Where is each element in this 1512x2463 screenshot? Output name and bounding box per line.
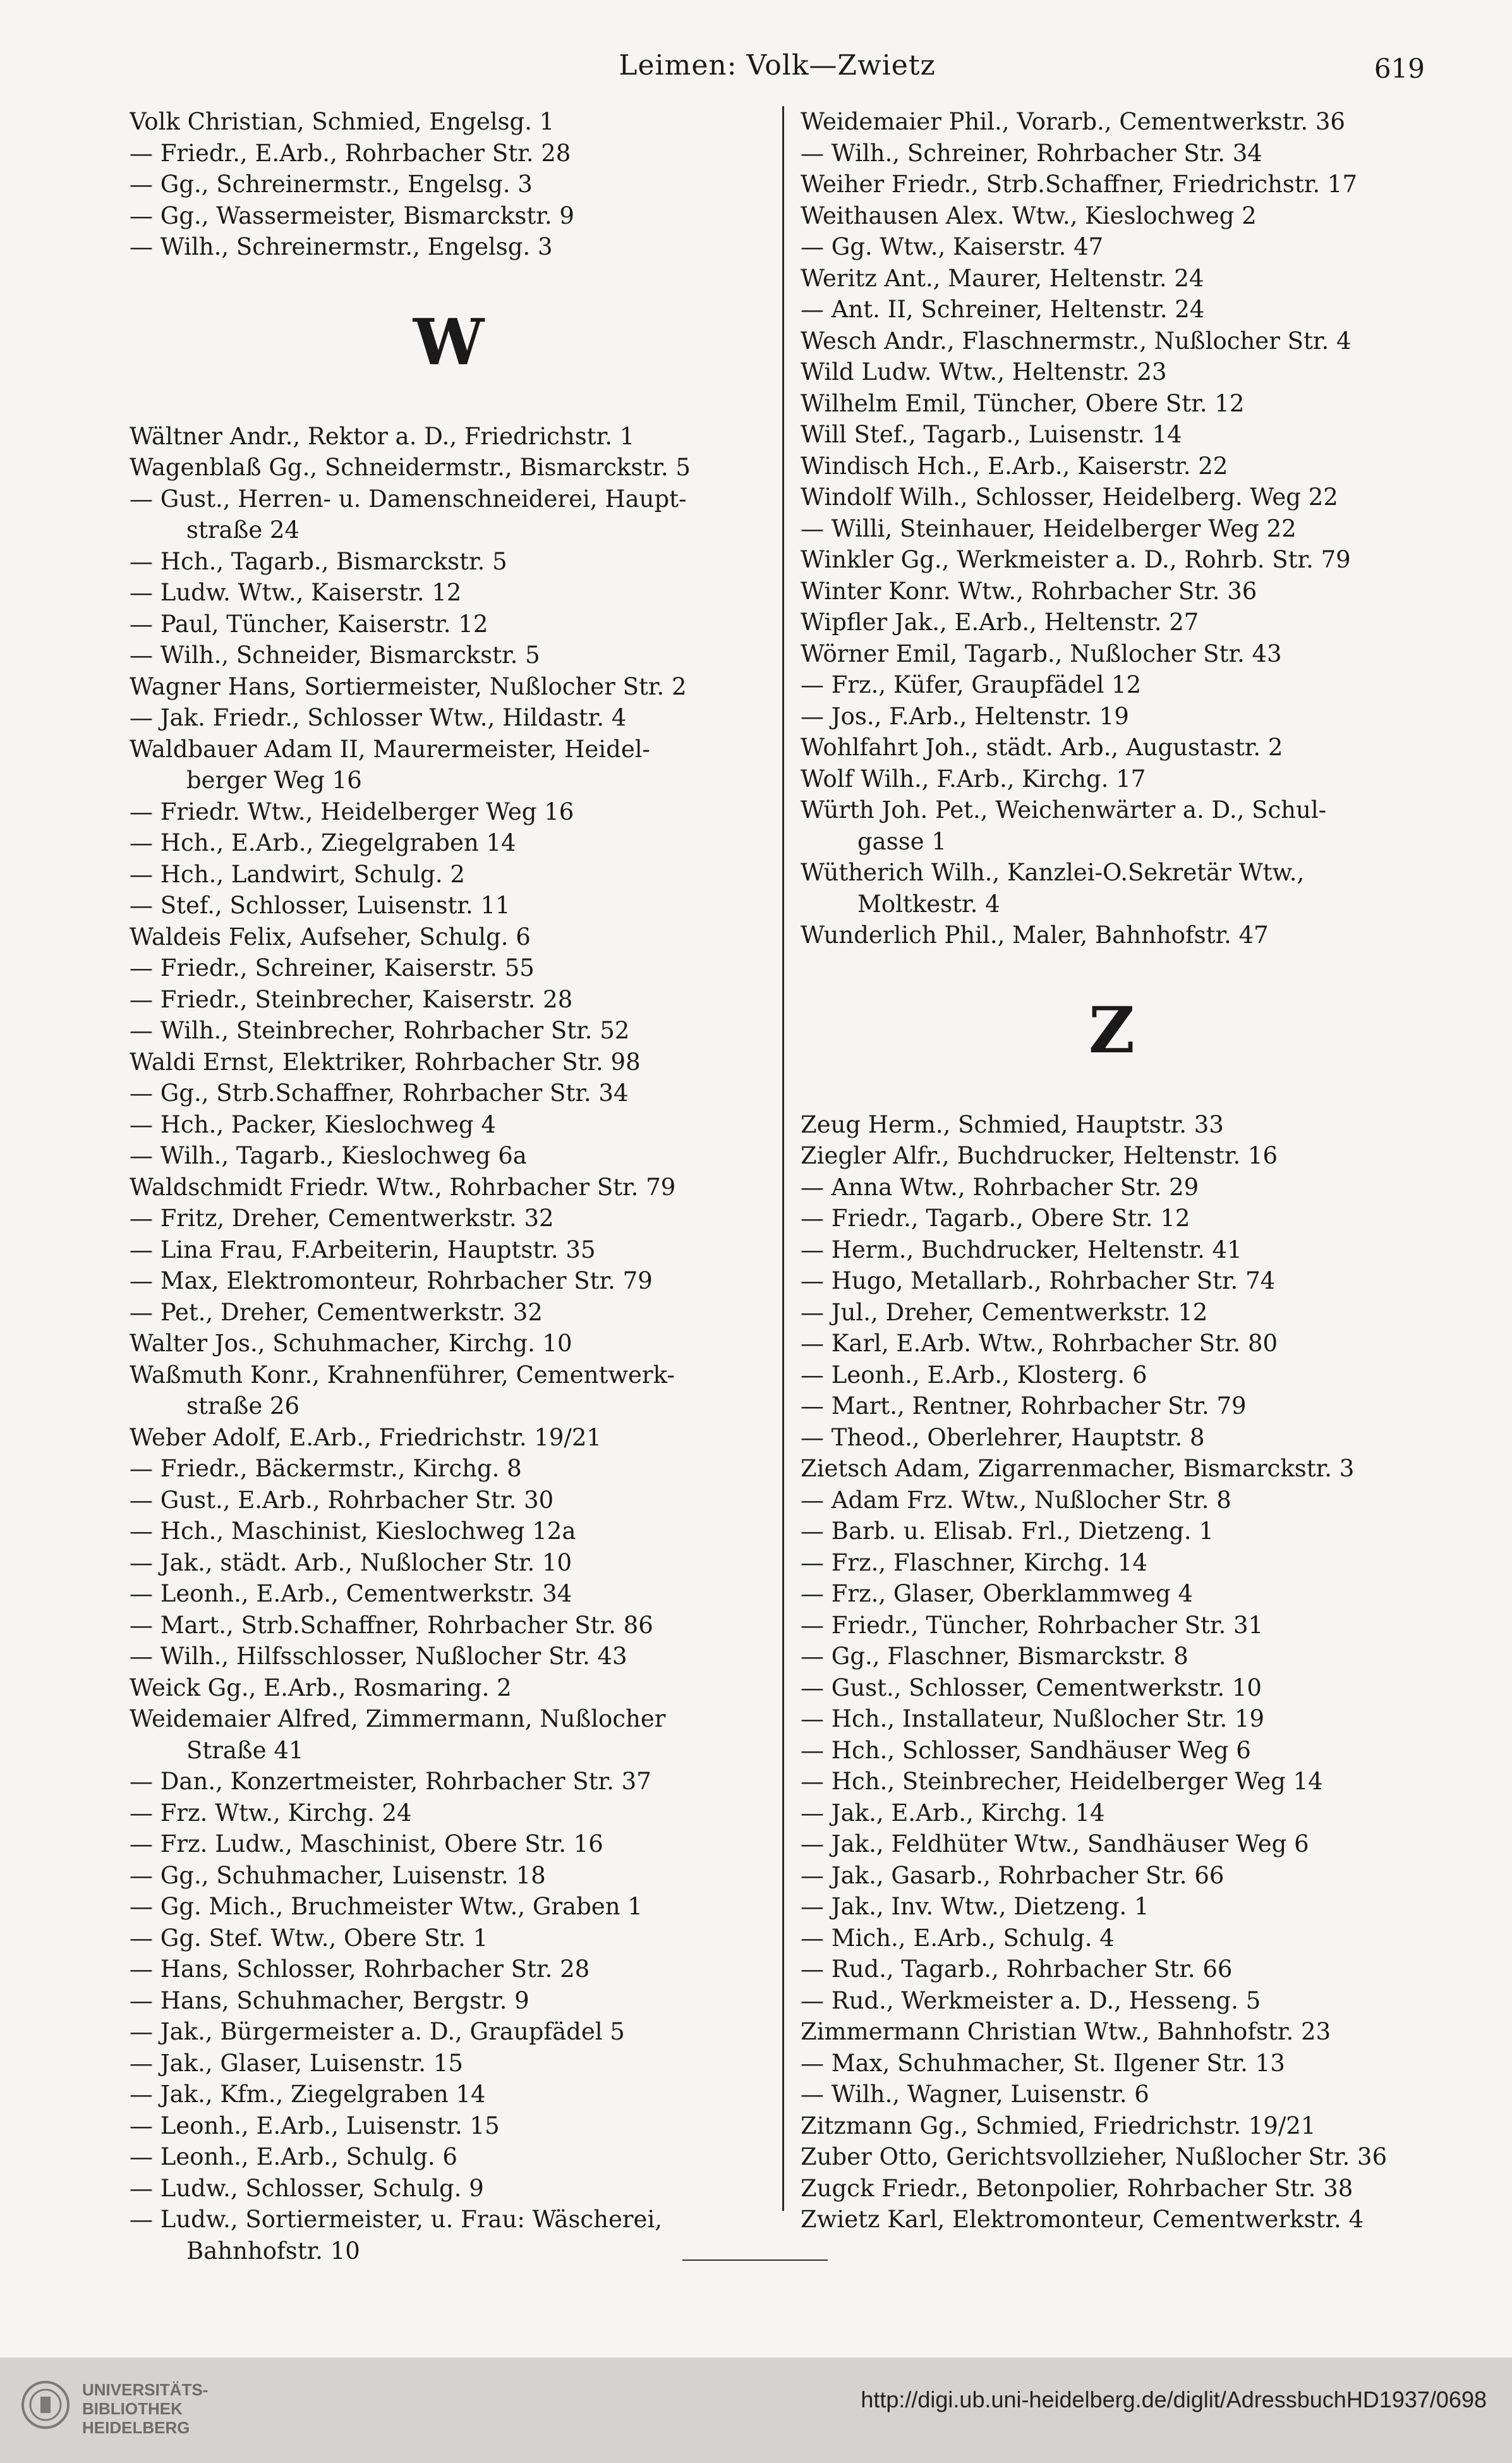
- source-url-link[interactable]: http://digi.ub.uni-heidelberg.de/diglit/AdressbuchHD1937/0698: [861, 2387, 1487, 2412]
- directory-entry: — Friedr., Tüncher, Rohrbacher Str. 31: [801, 1611, 1264, 1639]
- entry-continuation: berger Weg 16: [186, 767, 362, 794]
- entry-continuation: straße 26: [186, 1392, 300, 1420]
- running-title: Leimen: Volk—Zwietz: [619, 49, 936, 82]
- directory-entry: Zuber Otto, Gerichtsvollzieher, Nußlocher Str. 36: [801, 2143, 1388, 2170]
- directory-entry: — Leonh., E.Arb., Schulg. 6: [130, 2143, 457, 2170]
- directory-entry: Wütherich Wilh., Kanzlei-O.Sekretär Wtw.,: [801, 859, 1305, 886]
- directory-entry: — Rud., Tagarb., Rohrbacher Str. 66: [801, 1955, 1233, 1983]
- directory-entry: — Friedr., Bäckermstr., Kirchg. 8: [130, 1455, 522, 1482]
- directory-entry: Walter Jos., Schuhmacher, Kirchg. 10: [130, 1330, 572, 1357]
- directory-entry: — Leonh., E.Arb., Cementwerkstr. 34: [130, 1580, 572, 1607]
- directory-entry: Wältner Andr., Rektor a. D., Friedrichstr. 1: [130, 422, 635, 450]
- directory-entry: — Karl, E.Arb. Wtw., Rohrbacher Str. 80: [801, 1330, 1278, 1357]
- directory-entry: — Gg. Wtw., Kaiserstr. 47: [801, 233, 1104, 260]
- directory-entry: Weritz Ant., Maurer, Heltenstr. 24: [801, 264, 1204, 292]
- directory-entry: — Rud., Werkmeister a. D., Hesseng. 5: [801, 1986, 1261, 2014]
- directory-entry: — Jak., Glaser, Luisenstr. 15: [130, 2049, 463, 2077]
- left-column: [130, 106, 768, 2266]
- directory-entry: Zitzmann Gg., Schmied, Friedrichstr. 19/21: [801, 2112, 1316, 2139]
- directory-entry: Windolf Wilh., Schlosser, Heidelberg. Weg 22: [801, 483, 1338, 511]
- directory-entry: Winter Konr. Wtw., Rohrbacher Str. 36: [801, 577, 1257, 605]
- directory-entry: — Ludw. Wtw., Kaiserstr. 12: [130, 579, 462, 606]
- directory-entry: Windisch Hch., E.Arb., Kaiserstr. 22: [801, 452, 1228, 480]
- library-line-2: BIBLIOTHEK: [82, 2399, 183, 2418]
- directory-entry: — Hch., Tagarb., Bismarckstr. 5: [130, 547, 507, 575]
- directory-entry: Weiher Friedr., Strb.Schaffner, Friedrichstr. 17: [801, 171, 1357, 198]
- directory-entry: Wagenblaß Gg., Schneidermstr., Bismarckstr. 5: [130, 454, 691, 481]
- directory-entry: — Wilh., Wagner, Luisenstr. 6: [801, 2081, 1149, 2108]
- directory-entry: Wipfler Jak., E.Arb., Heltenstr. 27: [801, 609, 1199, 636]
- entry-continuation: gasse 1: [857, 827, 947, 855]
- directory-entry: — Hch., E.Arb., Ziegelgraben 14: [130, 829, 516, 856]
- directory-entry: — Gg., Schreinermstr., Engelsg. 3: [130, 171, 533, 198]
- directory-entry: — Jak., städt. Arb., Nußlocher Str. 10: [130, 1548, 572, 1576]
- directory-entry: — Theod., Oberlehrer, Hauptstr. 8: [801, 1423, 1205, 1451]
- directory-entry: — Jak., Feldhüter Wtw., Sandhäuser Weg 6: [801, 1830, 1309, 1858]
- right-column: [801, 106, 1423, 2235]
- directory-entry: Waldeis Felix, Aufseher, Schulg. 6: [130, 923, 531, 951]
- directory-entry: Weber Adolf, E.Arb., Friedrichstr. 19/21: [130, 1423, 602, 1451]
- directory-entry: Zugck Friedr., Betonpolier, Rohrbacher Str. 38: [801, 2174, 1353, 2202]
- page-number: 619: [1374, 53, 1425, 84]
- directory-entry: Weidemaier Alfred, Zimmermann, Nußlocher: [130, 1705, 666, 1732]
- directory-entry: — Friedr. Wtw., Heidelberger Weg 16: [130, 798, 574, 825]
- directory-entry: Wagner Hans, Sortiermeister, Nußlocher Str. 2: [130, 672, 687, 700]
- directory-entry: — Ant. II, Schreiner, Heltenstr. 24: [801, 296, 1205, 323]
- directory-entry: — Mart., Rentner, Rohrbacher Str. 79: [801, 1392, 1247, 1420]
- directory-entry: — Hans, Schuhmacher, Bergstr. 9: [130, 1986, 529, 2014]
- entry-continuation: Bahnhofstr. 10: [186, 2237, 360, 2265]
- directory-entry: — Herm., Buchdrucker, Heltenstr. 41: [801, 1236, 1242, 1263]
- directory-entry: — Hans, Schlosser, Rohrbacher Str. 28: [130, 1955, 590, 1983]
- directory-entry: — Mich., E.Arb., Schulg. 4: [801, 1924, 1115, 1952]
- directory-entry: Zeug Herm., Schmied, Hauptstr. 33: [801, 1110, 1224, 1138]
- directory-entry: — Hch., Installateur, Nußlocher Str. 19: [801, 1705, 1265, 1732]
- directory-entry: — Barb. u. Elisab. Frl., Dietzeng. 1: [801, 1517, 1214, 1545]
- directory-entry: — Frz., Küfer, Graupfädel 12: [801, 671, 1142, 698]
- directory-entry: — Mart., Strb.Schaffner, Rohrbacher Str. 86: [130, 1611, 653, 1639]
- directory-entry: Wohlfahrt Joh., städt. Arb., Augustastr. 2: [801, 734, 1283, 761]
- directory-entry: Weidemaier Phil., Vorarb., Cementwerkstr. 36: [801, 108, 1345, 135]
- directory-entry: — Frz., Flaschner, Kirchg. 14: [801, 1548, 1147, 1576]
- directory-entry: — Friedr., Schreiner, Kaiserstr. 55: [130, 954, 535, 982]
- end-rule: [682, 2259, 828, 2261]
- directory-entry: — Wilh., Steinbrecher, Rohrbacher Str. 52: [130, 1017, 630, 1044]
- directory-entry: — Jak., Gasarb., Rohrbacher Str. 66: [801, 1861, 1225, 1889]
- directory-entry: — Anna Wtw., Rohrbacher Str. 29: [801, 1173, 1199, 1201]
- section-letter: W: [413, 304, 485, 379]
- directory-entry: — Gust., E.Arb., Rohrbacher Str. 30: [130, 1486, 554, 1514]
- directory-entry: Weithausen Alex. Wtw., Kieslochweg 2: [801, 202, 1257, 229]
- directory-entry: — Frz., Glaser, Oberklammweg 4: [801, 1580, 1194, 1607]
- directory-entry: Wolf Wilh., F.Arb., Kirchg. 17: [801, 765, 1146, 793]
- directory-entry: — Hugo, Metallarb., Rohrbacher Str. 74: [801, 1267, 1276, 1294]
- directory-entry: — Lina Frau, F.Arbeiterin, Hauptstr. 35: [130, 1236, 596, 1263]
- library-line-1: UNIVERSITÄTS-: [82, 2380, 209, 2399]
- directory-entry: — Gg. Stef. Wtw., Obere Str. 1: [130, 1924, 488, 1952]
- directory-entry: — Gust., Herren- u. Damenschneiderei, Haupt-: [130, 485, 687, 513]
- directory-entry: Volk Christian, Schmied, Engelsg. 1: [130, 108, 555, 135]
- directory-entry: Wörner Emil, Tagarb., Nußlocher Str. 43: [801, 640, 1282, 667]
- directory-entry: — Max, Elektromonteur, Rohrbacher Str. 79: [130, 1267, 653, 1294]
- directory-entry: Waldi Ernst, Elektriker, Rohrbacher Str. 98: [130, 1048, 641, 1076]
- university-seal-icon: [20, 2378, 71, 2432]
- section-letter: Z: [1089, 992, 1135, 1067]
- directory-entry: — Hch., Packer, Kieslochweg 4: [130, 1110, 496, 1138]
- directory-entry: — Frz. Wtw., Kirchg. 24: [130, 1799, 412, 1827]
- column-divider: [782, 106, 784, 2211]
- directory-entry: — Wilh., Tagarb., Kieslochweg 6a: [130, 1142, 527, 1169]
- directory-entry: — Hch., Maschinist, Kieslochweg 12a: [130, 1517, 576, 1545]
- directory-entry: Ziegler Alfr., Buchdrucker, Heltenstr. 16: [801, 1142, 1278, 1169]
- directory-entry: Waldbauer Adam II, Maurermeister, Heidel-: [130, 735, 651, 763]
- directory-entry: — Hch., Schlosser, Sandhäuser Weg 6: [801, 1736, 1251, 1764]
- directory-entry: — Ludw., Sortiermeister, u. Frau: Wäscherei,: [130, 2206, 663, 2233]
- directory-entry: Zwietz Karl, Elektromonteur, Cementwerkstr. 4: [801, 2206, 1364, 2233]
- directory-entry: — Jak., Kfm., Ziegelgraben 14: [130, 2081, 486, 2108]
- directory-entry: — Fritz, Dreher, Cementwerkstr. 32: [130, 1205, 554, 1232]
- directory-entry: — Jak., E.Arb., Kirchg. 14: [801, 1799, 1105, 1827]
- directory-entry: — Friedr., Tagarb., Obere Str. 12: [801, 1205, 1190, 1232]
- directory-entry: — Jak., Bürgermeister a. D., Graupfädel 5: [130, 2018, 625, 2045]
- entry-continuation: Moltkestr. 4: [857, 890, 1000, 918]
- directory-entry: Winkler Gg., Werkmeister a. D., Rohrb. Str. 79: [801, 546, 1351, 573]
- directory-entry: — Jul., Dreher, Cementwerkstr. 12: [801, 1298, 1208, 1326]
- directory-entry: — Gg., Wassermeister, Bismarckstr. 9: [130, 202, 574, 229]
- directory-entry: — Adam Frz. Wtw., Nußlocher Str. 8: [801, 1486, 1231, 1514]
- entry-continuation: straße 24: [186, 516, 300, 544]
- directory-entry: Wilhelm Emil, Tüncher, Obere Str. 12: [801, 389, 1245, 417]
- directory-entry: — Hch., Landwirt, Schulg. 2: [130, 860, 465, 888]
- directory-entry: — Wilh., Schreiner, Rohrbacher Str. 34: [801, 139, 1262, 167]
- library-name: [82, 2380, 208, 2437]
- directory-entry: — Paul, Tüncher, Kaiserstr. 12: [130, 610, 488, 638]
- directory-entry: — Jos., F.Arb., Heltenstr. 19: [801, 702, 1129, 730]
- directory-entry: — Dan., Konzertmeister, Rohrbacher Str. 37: [130, 1768, 651, 1795]
- directory-entry: — Wilh., Hilfsschlosser, Nußlocher Str. 43: [130, 1643, 627, 1670]
- directory-entry: — Jak. Friedr., Schlosser Wtw., Hildastr. 4: [130, 704, 627, 731]
- directory-entry: — Friedr., E.Arb., Rohrbacher Str. 28: [130, 139, 571, 167]
- directory-entry: — Wilh., Schneider, Bismarckstr. 5: [130, 642, 540, 669]
- directory-entry: Will Stef., Tagarb., Luisenstr. 14: [801, 421, 1182, 448]
- directory-entry: — Gg. Mich., Bruchmeister Wtw., Graben 1: [130, 1893, 643, 1920]
- directory-entry: — Ludw., Schlosser, Schulg. 9: [130, 2174, 484, 2202]
- directory-entry: — Gust., Schlosser, Cementwerkstr. 10: [801, 1674, 1262, 1701]
- entry-continuation: Straße 41: [186, 1736, 304, 1764]
- library-line-3: HEIDELBERG: [82, 2418, 190, 2437]
- directory-entry: — Gg., Flaschner, Bismarckstr. 8: [801, 1643, 1188, 1670]
- directory-entry: — Friedr., Steinbrecher, Kaiserstr. 28: [130, 985, 573, 1013]
- directory-entry: Zietsch Adam, Zigarrenmacher, Bismarckstr. 3: [801, 1455, 1355, 1482]
- directory-entry: — Hch., Steinbrecher, Heidelberger Weg 14: [801, 1768, 1323, 1795]
- directory-entry: Zimmermann Christian Wtw., Bahnhofstr. 23: [801, 2018, 1331, 2045]
- directory-entry: — Wilh., Schreinermstr., Engelsg. 3: [130, 233, 553, 260]
- directory-entry: — Stef., Schlosser, Luisenstr. 11: [130, 892, 511, 919]
- viewer-footer: [0, 2357, 1512, 2463]
- directory-entry: Waldschmidt Friedr. Wtw., Rohrbacher Str. 79: [130, 1173, 676, 1201]
- directory-entry: Wunderlich Phil., Maler, Bahnhofstr. 47: [801, 921, 1269, 949]
- directory-entry: Wesch Andr., Flaschnermstr., Nußlocher Str. 4: [801, 327, 1352, 355]
- directory-entry: — Gg., Schuhmacher, Luisenstr. 18: [130, 1861, 546, 1889]
- directory-entry: — Gg., Strb.Schaffner, Rohrbacher Str. 34: [130, 1079, 629, 1107]
- directory-entry: — Willi, Steinhauer, Heidelberger Weg 22: [801, 514, 1297, 542]
- directory-entry: — Frz. Ludw., Maschinist, Obere Str. 16: [130, 1830, 603, 1858]
- directory-entry: Wild Ludw. Wtw., Heltenstr. 23: [801, 358, 1167, 386]
- directory-entry: Waßmuth Konr., Krahnenführer, Cementwerk-: [130, 1361, 675, 1389]
- directory-entry: — Max, Schuhmacher, St. Ilgener Str. 13: [801, 2049, 1285, 2077]
- directory-entry: — Leonh., E.Arb., Luisenstr. 15: [130, 2112, 500, 2139]
- directory-entry: Würth Joh. Pet., Weichenwärter a. D., Schul-: [801, 796, 1327, 824]
- page-header: [130, 49, 1425, 94]
- directory-entry: — Leonh., E.Arb., Klosterg. 6: [801, 1361, 1147, 1389]
- directory-entry: — Jak., Inv. Wtw., Dietzeng. 1: [801, 1893, 1149, 1920]
- directory-entry: Weick Gg., E.Arb., Rosmaring. 2: [130, 1674, 512, 1701]
- directory-entry: — Pet., Dreher, Cementwerkstr. 32: [130, 1298, 543, 1326]
